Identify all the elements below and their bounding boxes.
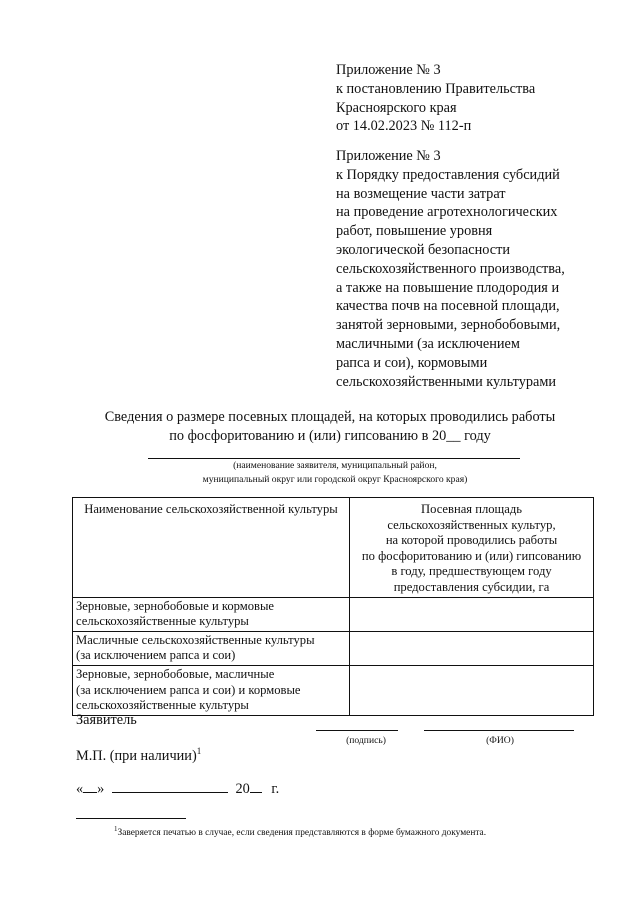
table-row — [73, 597, 594, 631]
appendix-line: Приложение № 3 — [336, 148, 441, 164]
date-quote-close: » — [97, 781, 105, 797]
footnote-separator — [76, 818, 186, 819]
sown-area-value-cell[interactable] — [350, 597, 594, 631]
header-line: Посевная площадь — [420, 502, 522, 516]
signature-hint: (подпись) — [346, 735, 386, 746]
header-sown-area — [350, 498, 594, 598]
footnote-text: Заверяется печатью в случае, если сведения представляются в форме бумажного документа. — [117, 828, 487, 838]
table-row — [73, 631, 594, 665]
crop-name-cell — [73, 665, 350, 715]
crop-name-cell — [73, 597, 350, 631]
crop-name-cell — [73, 631, 350, 665]
appendix-to-procedure — [336, 147, 636, 391]
appendix-line: Приложение № 3 — [336, 62, 441, 78]
appendix-line: работ, повышение уровня — [336, 223, 493, 240]
header-line: предоставления субсидии, га — [393, 579, 550, 594]
full-name-line[interactable] — [424, 730, 574, 731]
appendix-line: сельскохозяйственными культурами — [336, 373, 557, 390]
day-blank[interactable] — [83, 779, 97, 793]
sown-area-value-cell[interactable] — [350, 665, 594, 715]
appendix-line: на проведение агротехнологических — [336, 204, 558, 221]
table-row — [73, 665, 594, 715]
document-title — [40, 408, 620, 446]
appendix-line: рапса и сои), кормовыми — [336, 354, 488, 371]
footnote-ref: 1 — [196, 746, 202, 757]
footnote — [114, 824, 487, 838]
appendix-line: занятой зерновыми, зернобобовыми, — [336, 317, 561, 334]
appendix-line: экологической безопасности — [336, 241, 511, 258]
year-prefix: 20 — [235, 781, 250, 797]
year-suffix: г. — [271, 781, 280, 797]
crop-name-line: сельскохозяйственные культуры — [76, 698, 249, 713]
seal-label-text: М.П. (при наличии) — [76, 748, 197, 764]
sown-area-value-cell[interactable] — [350, 631, 594, 665]
title-line-1: Сведения о размере посевных площадей, на которых проводились работы — [104, 409, 556, 425]
date-quote-open: « — [76, 781, 84, 797]
crop-name-line: (за исключением рапса и сои) и кормовые — [76, 682, 301, 697]
title-line-2: по фосфоритованию и (или) гипсованию в 20__ году — [169, 428, 491, 444]
crop-name-line: Масличные сельскохозяйственные культуры — [76, 632, 315, 647]
header-line: сельскохозяйственных культур, — [387, 517, 556, 532]
crop-name-line: сельскохозяйственные культуры — [76, 614, 249, 629]
header-line: по фосфоритованию и (или) гипсованию — [361, 548, 582, 563]
appendix-line: на возмещение части затрат — [336, 185, 506, 202]
header-crop-name: Наименование сельскохозяйственной культуры — [73, 498, 350, 598]
appendix-line: масличными (за исключением — [336, 335, 520, 352]
header-line: в году, предшествующем году — [391, 564, 552, 579]
appendix-line: а также на повышение плодородия и — [336, 279, 560, 296]
table-header-row — [73, 498, 594, 598]
header-line: на которой проводились работы — [385, 533, 558, 548]
appendix-line: к Порядку предоставления субсидий — [336, 166, 560, 183]
appendix-line: качества почв на посевной площади, — [336, 298, 560, 315]
appendix-line: от 14.02.2023 № 112-п — [336, 118, 472, 135]
applicant-label: Заявитель — [76, 712, 137, 728]
crop-name-line: Зерновые, зернобобовые и кормовые — [76, 598, 275, 613]
crop-name-line: (за исключением рапса и сои) — [76, 648, 236, 663]
year-blank[interactable] — [250, 779, 262, 793]
full-name-hint: (ФИО) — [486, 735, 514, 746]
applicant-hint — [140, 459, 530, 486]
month-blank[interactable] — [112, 779, 228, 793]
sown-area-table — [72, 497, 594, 716]
crop-name-line: Зерновые, зернобобовые, масличные — [76, 666, 275, 681]
appendix-to-resolution — [336, 61, 636, 136]
applicant-hint-line-2: муниципальный округ или городской округ Красноярского края) — [202, 473, 468, 485]
date-row — [76, 779, 279, 798]
seal-label — [76, 748, 201, 765]
footnote-number: 1 — [114, 824, 118, 833]
appendix-line: Красноярского края — [336, 99, 457, 116]
appendix-line: сельскохозяйственного производства, — [336, 260, 565, 277]
appendix-line: к постановлению Правительства — [336, 80, 536, 97]
signature-line[interactable] — [316, 730, 398, 731]
applicant-hint-line-1: (наименование заявителя, муниципальный район, — [233, 460, 437, 471]
